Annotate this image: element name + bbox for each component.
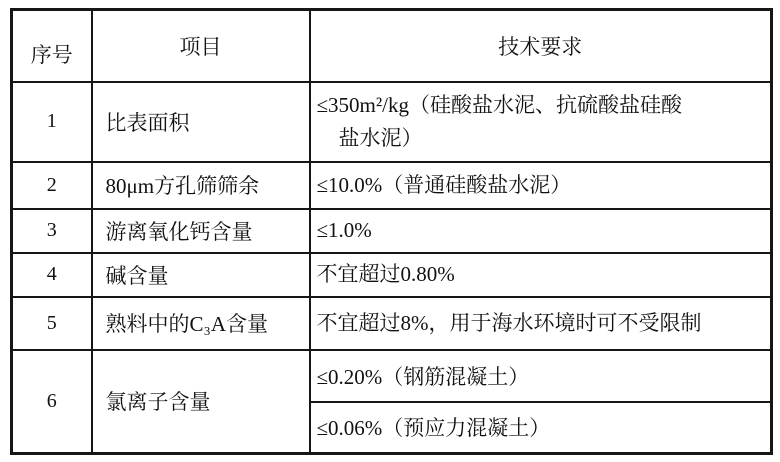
item-cell: 熟料中的C₃A含量 [92, 297, 310, 350]
header-col-number: 序号 [12, 10, 92, 82]
header-col-requirement: 技术要求 [310, 10, 772, 82]
requirement-cell [310, 253, 772, 297]
row-number-cell: 5 [12, 297, 92, 350]
requirement-line: ≤10.0%（普通硅酸盐水泥） [316, 172, 572, 197]
table-row [12, 209, 772, 253]
requirement-line: ≤1.0% [316, 218, 372, 242]
requirement-cell: ≤0.20%（钢筋混凝土） [310, 350, 772, 402]
requirement-line: ≤350m²/kg（硅酸盐水泥、抗硫酸盐硅酸 [316, 92, 682, 117]
item-cell: 氯离子含量 [92, 350, 310, 454]
requirement-line: 不宜超过8%，用于海水环境时可不受限制 [316, 310, 702, 335]
header-row [12, 10, 772, 82]
table-body [12, 10, 772, 454]
requirement-cell [310, 82, 772, 162]
row-number-cell: 4 [12, 253, 92, 297]
item-cell: 碱含量 [92, 253, 310, 297]
table-row [12, 253, 772, 297]
table-row [12, 162, 772, 209]
item-cell: 80μm方孔筛筛余 [92, 162, 310, 209]
item-cell: 游离氧化钙含量 [92, 209, 310, 253]
row-number-cell: 3 [12, 209, 92, 253]
header-col-item: 项目 [92, 10, 310, 82]
requirement-line: 盐水泥） [338, 125, 423, 150]
table-row [12, 297, 772, 350]
cement-spec-table [10, 8, 773, 455]
row-number-cell: 2 [12, 162, 92, 209]
item-cell: 比表面积 [92, 82, 310, 162]
requirement-cell [310, 209, 772, 253]
row-number-cell: 6 [12, 350, 92, 454]
requirement-line: 不宜超过0.80% [316, 262, 455, 286]
requirement-cell: ≤0.06%（预应力混凝土） [310, 402, 772, 454]
table-row [12, 82, 772, 162]
requirement-cell [310, 162, 772, 209]
requirement-cell [310, 297, 772, 350]
table-row [12, 350, 772, 402]
row-number-cell: 1 [12, 82, 92, 162]
